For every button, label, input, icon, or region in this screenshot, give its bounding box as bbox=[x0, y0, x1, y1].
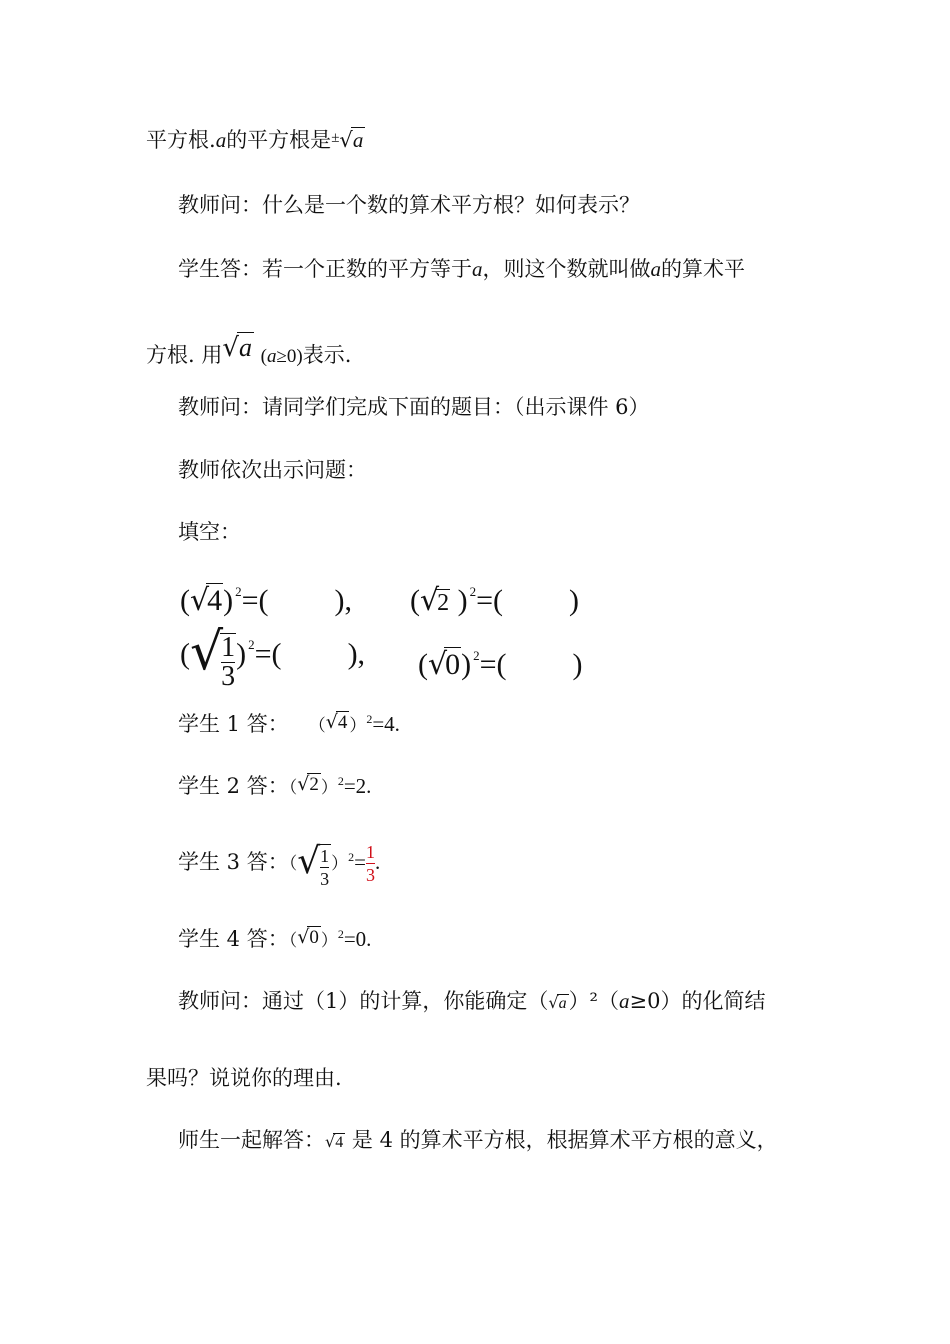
student-3-answer: 学生 3 答：（√ $\frac{1}{3}$ ）$^2$= $\frac{1}{3}$ . bbox=[178, 840, 381, 889]
text-line-12: 教师问：通过（1）的计算，你能确定（√a）²（a≥0）的化简结 bbox=[178, 989, 766, 1013]
fill-eq-1b: (√2 ) $^2$=( ) bbox=[410, 583, 580, 618]
student-1-answer: 学生 1 答： （√4 ）$^2$=4. bbox=[178, 711, 400, 736]
text-line-2: 教师问：什么是一个数的算术平方根？如何表示？ bbox=[178, 193, 640, 217]
student-2-answer: 学生 2 答：（√2 ）$^2$=2. bbox=[178, 773, 372, 798]
student-4-answer: 学生 4 答：（√0 ）$^2$=0. bbox=[178, 926, 372, 951]
text-line-6: 教师依次出示问题： bbox=[178, 458, 367, 482]
text-line-1: 平方根.a的平方根是±√a bbox=[146, 128, 364, 152]
fill-eq-2b: (√0) $^2$=( ) bbox=[418, 647, 583, 682]
fill-eq-2a: (√ $\frac{1}{3}$ ) $^2$=( ), bbox=[180, 622, 366, 693]
fill-eq-1a: (√4) $^2$=( ), bbox=[180, 583, 353, 618]
text-line-7: 填空： bbox=[178, 520, 241, 544]
red-answer-fraction: $\frac{1}{3}$ bbox=[366, 842, 376, 885]
text-line-5: 教师问：请同学们完成下面的题目：（出示课件 6） bbox=[178, 395, 650, 419]
sqrt-a: √a bbox=[339, 128, 364, 152]
text-line-13: 果吗？说说你的理由. bbox=[146, 1066, 342, 1090]
sqrt-a: √a bbox=[222, 333, 252, 363]
text-line-3: 学生答：若一个正数的平方等于a，则这个数就叫做a的算术平 bbox=[178, 257, 745, 281]
text-line-14: 师生一起解答：√4 是 4 的算术平方根，根据算术平方根的意义， bbox=[178, 1128, 778, 1152]
text-line-4: 方根. 用√a (a≥0)表示. bbox=[146, 333, 352, 367]
